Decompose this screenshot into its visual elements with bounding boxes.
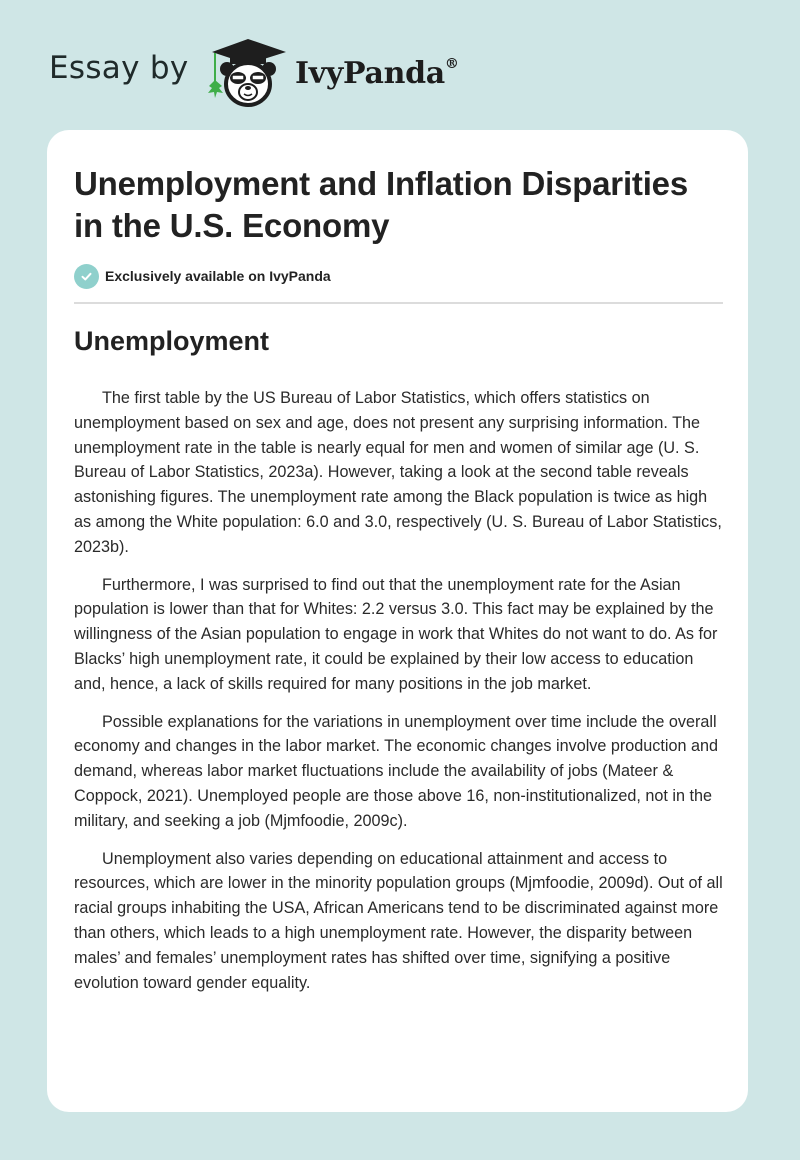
section-heading: Unemployment — [74, 326, 270, 356]
divider — [74, 302, 723, 304]
article-body — [74, 386, 726, 1008]
registered-mark: ® — [444, 56, 459, 72]
paragraph: The first table by the US Bureau of Labor Statistics, which offers statistics on unemployment based on sex and age, does not present any surprising information. The unemployment rate in the table is nearly equal for men and women of similar age (U. S. Bureau of Labor Statistics, 2023a). However, taking a look at the second table reveals astonishing figures. The unemployment rate among the Black population is twice as high as among the White population: 6.0 and 3.0, respectively (U. S. Bureau of Labor Statistics, 2023b). — [74, 389, 722, 556]
site-header — [0, 0, 800, 130]
article-card — [47, 130, 748, 1112]
paragraph: Furthermore, I was surprised to find out that the unemployment rate for the Asian population is lower than that for Whites: 2.2 versus 3.0. This fact may be explained by the willingness of the Asian population to engage in work that Whites do not want to do. As for Blacks’ high unemployment rate, it could be explained by their low access to education and, hence, a lack of skills required for many positions in the job market. — [74, 575, 718, 693]
brand-text: IvyPanda — [295, 56, 445, 91]
check-circle-icon — [74, 264, 99, 289]
essay-by-label: Essay by — [49, 50, 189, 86]
paragraph: Unemployment also varies depending on educational attainment and access to resources, which are lower in the minority population groups (Mjmfoodie, 2009d). Out of all racial groups inhabiting the USA, African Americans tend to be discriminated against more than others, which leads to a high unemployment rate. However, the disparity between males’ and females’ unemployment rates has shifted over time, signifying a positive evolution toward gender equality. — [74, 849, 723, 992]
exclusive-badge — [74, 263, 331, 289]
panda-graduate-icon — [202, 36, 294, 108]
brand-name — [295, 56, 459, 91]
paragraph: Possible explanations for the variations in unemployment over time include the overall economy and changes in the labor market. The economic changes involve production and demand, whereas labor market fluctuations include the availability of jobs (Mateer & Coppock, 2021). Unemployed people are those above 16, non-institutionalized, not in the military, and seeking a job (Mjmfoodie, 2009c). — [74, 712, 718, 830]
article-title: Unemployment and Inflation Disparities in the U.S. Economy — [74, 165, 688, 244]
exclusive-badge-label: Exclusively available on IvyPanda — [105, 268, 331, 284]
